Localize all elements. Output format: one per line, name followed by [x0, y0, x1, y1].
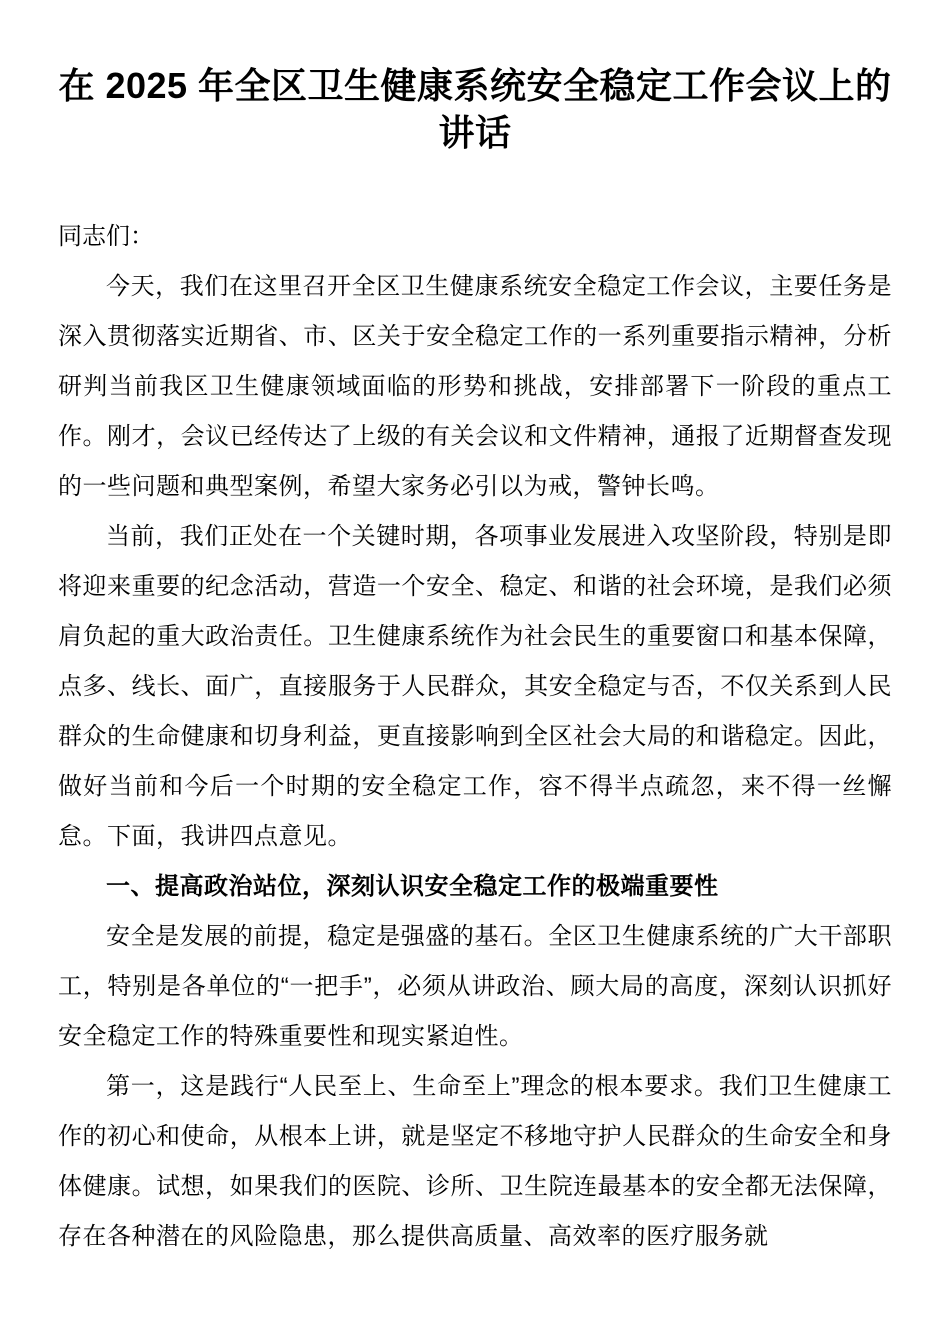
paragraph-meeting-purpose: 今天，我们在这里召开全区卫生健康系统安全稳定工作会议，主要任务是深入贯彻落实近期省、市、区关于安全稳定工作的一系列重要指示精神，分析研判当前我区卫生健康领域面临的形势和挑战，安排部署下一阶段的重点工作。刚才，会议已经传达了上级的有关会议和文件精神，通报了近期督查发现的一些问题和典型案例，希望大家务必引以为戒，警钟长鸣。	[58, 273, 892, 500]
paragraph-first-point: 第一，这是践行“人民至上、生命至上”理念的根本要求。我们卫生健康工作的初心和使命，从根本上讲，就是坚定不移地守护人民群众的生命安全和身体健康。试想，如果我们的医院、诊所、卫生院连最基本的安全都无法保障，存在各种潜在的风险隐患，那么提供高质量、高效率的医疗服务就	[58, 1073, 892, 1250]
paragraph-safety-foundation: 安全是发展的前提，稳定是强盛的基石。全区卫生健康系统的广大干部职工，特别是各单位的“一把手”，必须从讲政治、顾大局的高度，深刻认识抓好安全稳定工作的特殊重要性和现实紧迫性。	[58, 923, 892, 1050]
paragraph-current-situation: 当前，我们正处在一个关键时期，各项事业发展进入攻坚阶段，特别是即将迎来重要的纪念活动，营造一个安全、稳定、和谐的社会环境，是我们必须肩负起的重大政治责任。卫生健康系统作为社会民生的重要窗口和基本保障，点多、线长、面广，直接服务于人民群众，其安全稳定与否，不仅关系到人民群众的生命健康和切身利益，更直接影响到全区社会大局的和谐稳定。因此，做好当前和今后一个时期的安全稳定工作，容不得半点疏忽，来不得一丝懈怠。下面，我讲四点意见。	[58, 523, 892, 850]
section-heading-1: 一、提高政治站位，深刻认识安全稳定工作的极端重要性	[106, 873, 719, 900]
document-title: 在 2025 年全区卫生健康系统安全稳定工作会议上的讲话	[58, 65, 892, 153]
salutation: 同志们：	[58, 223, 154, 250]
